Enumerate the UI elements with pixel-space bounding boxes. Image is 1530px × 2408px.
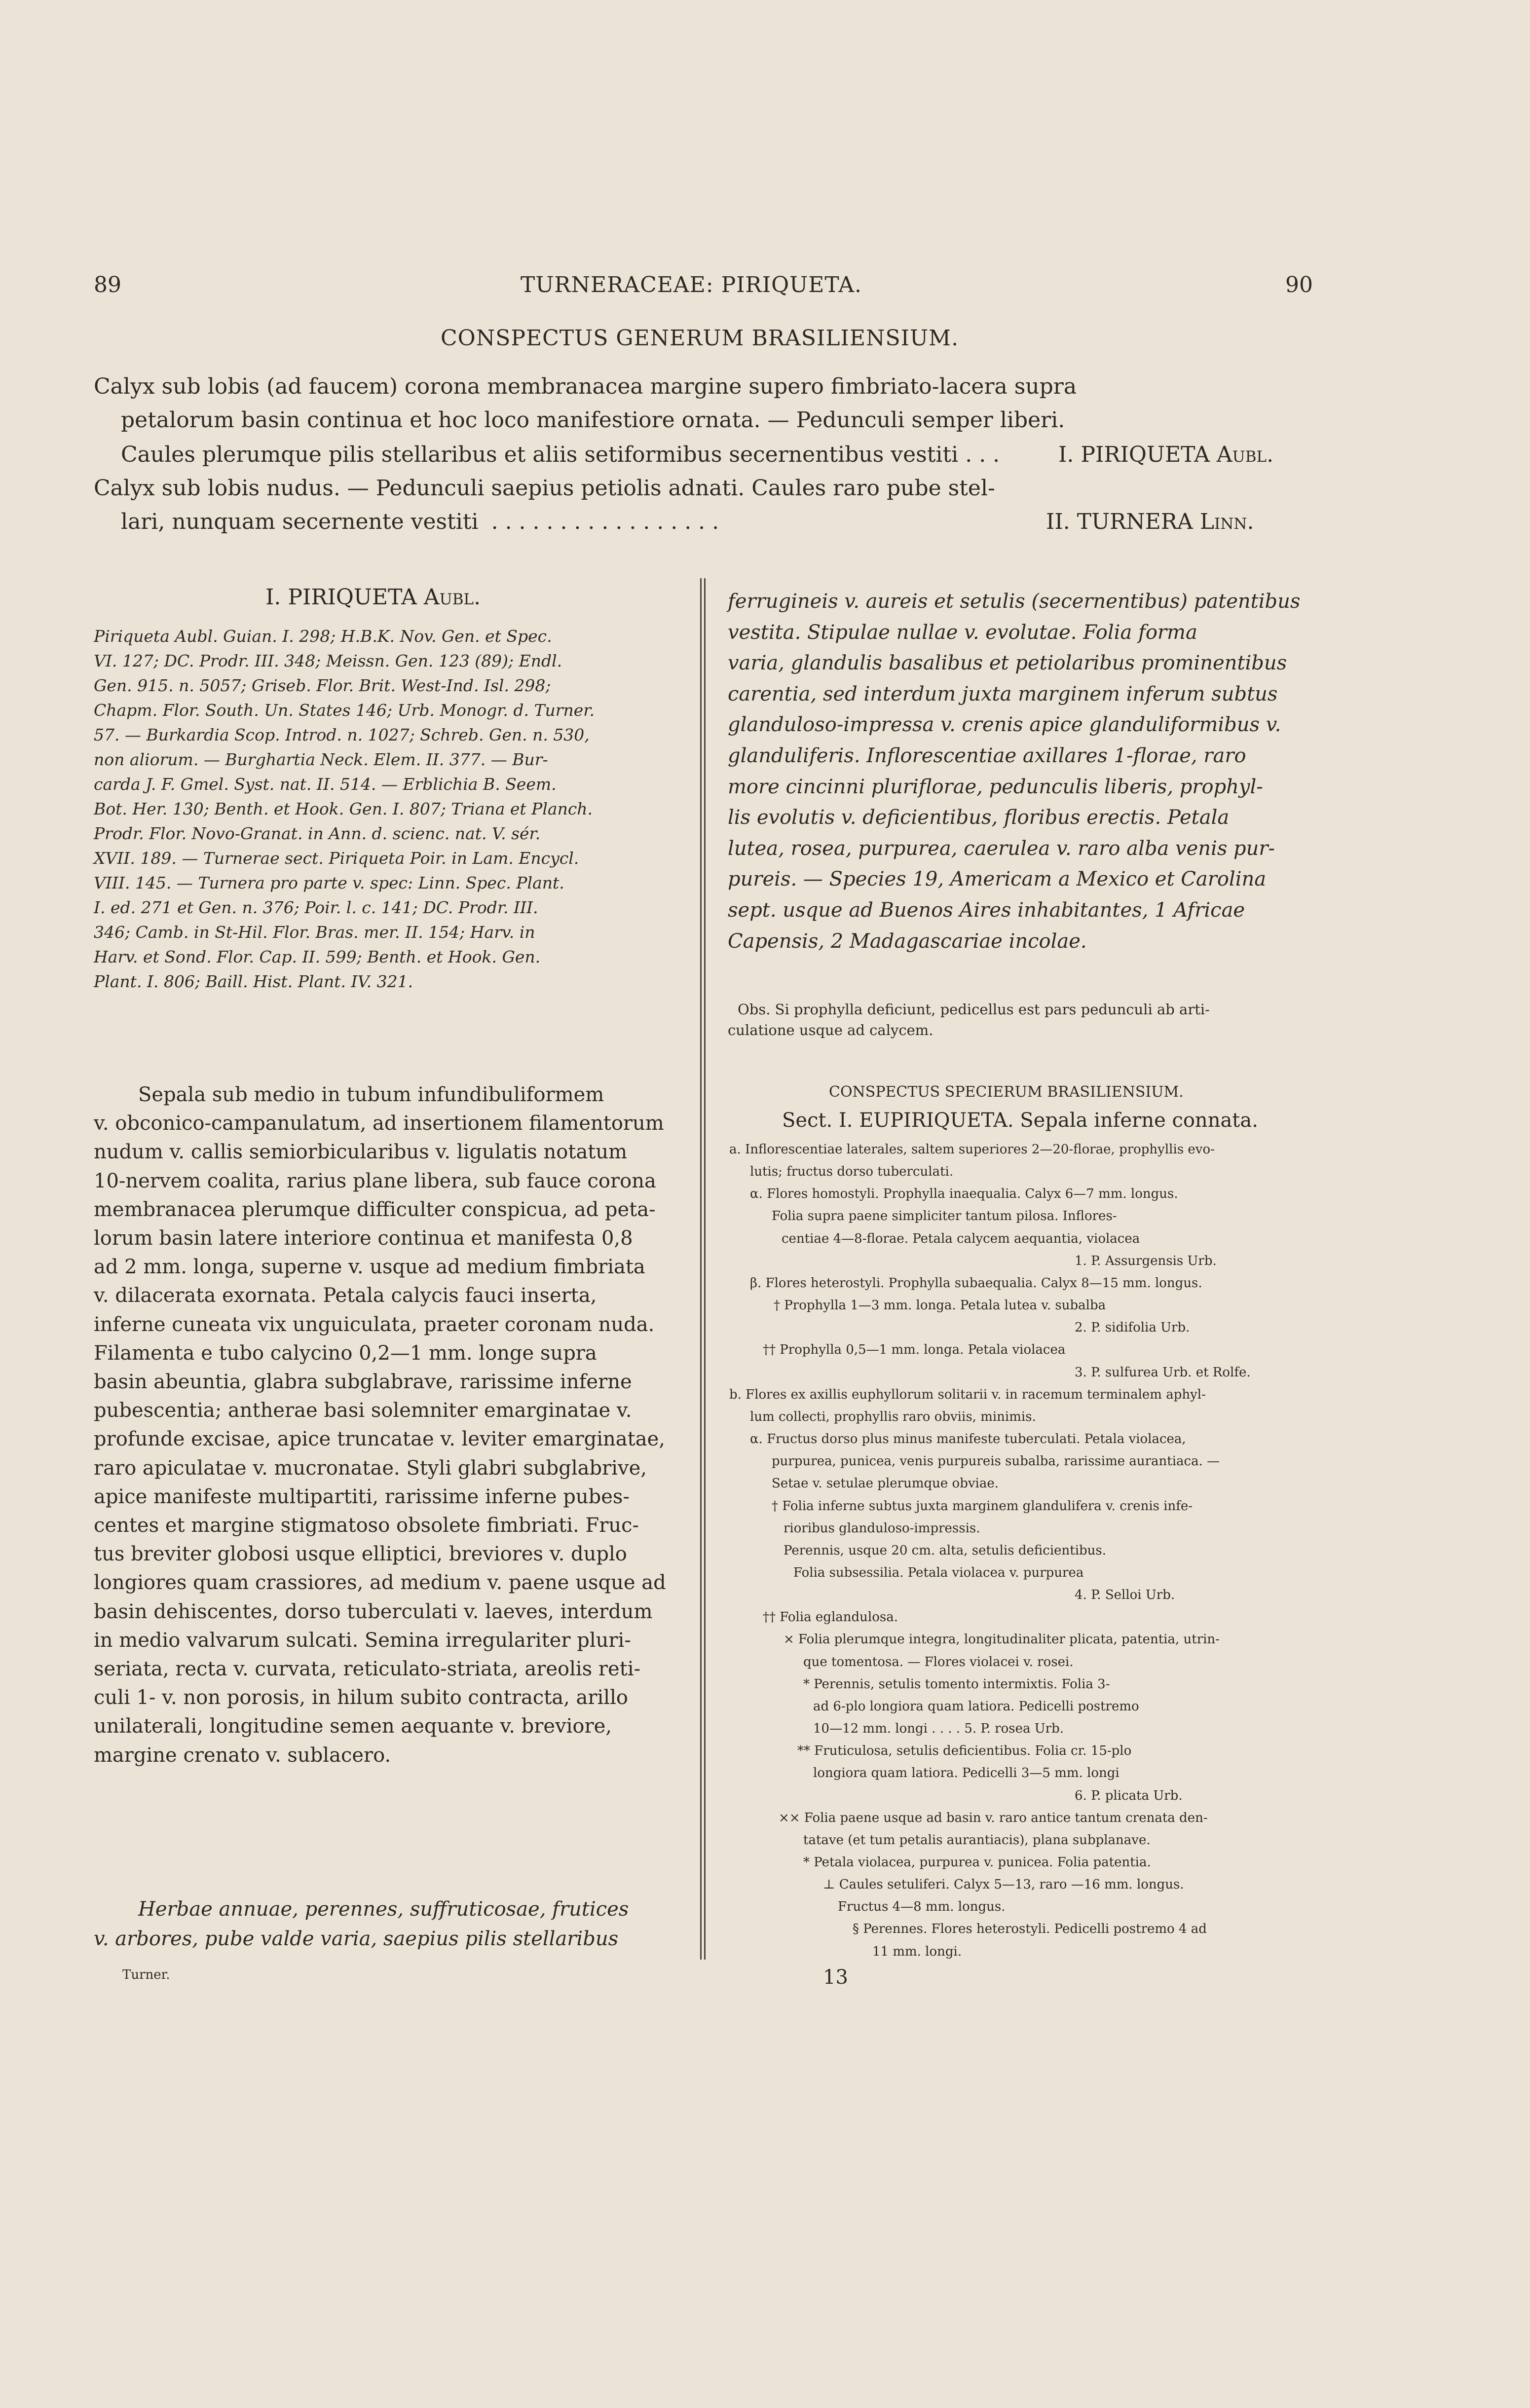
- species-conspectus-heading: CONSPECTUS SPECIERUM BRASILIENSIUM.: [829, 1083, 1184, 1101]
- key-line: α. Flores homostyli. Prophylla inaequalia. Calyx 6—7 mm. longus.: [750, 1186, 1178, 1202]
- key-line: longiora quam latiora. Pedicelli 3—5 mm. longi: [813, 1766, 1120, 1781]
- genus-heading-author: Aubl.: [423, 585, 481, 610]
- key-line: 2. P. sidifolia Urb.: [1075, 1320, 1190, 1335]
- description-line: membranacea plerumque difficulter conspicua, ad peta-: [94, 1198, 656, 1221]
- description-line: margine crenato v. sublacero.: [94, 1743, 391, 1767]
- species-key: [729, 1139, 1321, 1963]
- page-number-right: 90: [1285, 272, 1313, 297]
- genus-1-name: I. PIRIQUETA: [1058, 442, 1210, 467]
- synonymy-line: carda J. F. Gmel. Syst. nat. II. 514. — Erblichia B. Seem.: [94, 775, 557, 794]
- synonymy-line: I. ed. 271 et Gen. n. 376; Poir. l. c. 141; DC. Prodr. III.: [94, 898, 538, 917]
- habit-continued: [728, 586, 1320, 957]
- conspectus-line-3: Caules plerumque pilis stellaribus et aliis setiformibus secernentibus vestiti . . .: [121, 442, 1000, 467]
- description-line: basin abeuntia, glabra subglabrave, rarissime inferne: [94, 1371, 632, 1394]
- running-title: TURNERACEAE: PIRIQUETA.: [521, 272, 862, 297]
- habit-continued-line: pureis. — Species 19, Americam a Mexico et Carolina: [728, 868, 1267, 891]
- description-line: unilaterali, longitudine semen aequante v. breviore,: [94, 1715, 612, 1738]
- key-line: tatave (et tum petalis aurantiacis), plana subplanave.: [803, 1832, 1151, 1848]
- habit-continued-line: ferrugineis v. aureis et setulis (secernentibus) patentibus: [728, 590, 1301, 613]
- key-line: rioribus glanduloso-impressis.: [784, 1520, 980, 1536]
- description-line: tus breviter globosi usque elliptici, breviores v. duplo: [94, 1543, 627, 1566]
- section-heading: Sect. I. EUPIRIQUETA. Sepala inferne connata.: [782, 1109, 1258, 1132]
- obs-note: [728, 999, 1320, 1040]
- key-line: 11 mm. longi.: [872, 1944, 962, 1959]
- description-line: centes et margine stigmatoso obsolete fimbriati. Fruc-: [94, 1514, 639, 1537]
- key-line: b. Flores ex axillis euphyllorum solitarii v. in racemum terminalem aphyl-: [729, 1387, 1206, 1402]
- habit-paragraph: [94, 1894, 681, 1954]
- column-divider-left: [700, 578, 702, 1960]
- synonymy-line: Piriqueta Aubl. Guian. I. 298; H.B.K. Nov. Gen. et Spec.: [94, 627, 552, 646]
- genus-2-author: Linn.: [1199, 509, 1254, 534]
- key-line: que tomentosa. — Flores violacei v. rosei.: [803, 1654, 1074, 1669]
- habit-continued-line: glanduliferis. Inflorescentiae axillares 1-florae, raro: [728, 744, 1246, 767]
- obs-line: Obs. Si prophylla deficiunt, pedicellus est pars pedunculi ab arti-: [738, 1001, 1210, 1018]
- description-line: basin dehiscentes, dorso tuberculati v. laeves, interdum: [94, 1600, 653, 1623]
- synonymy-line: Prodr. Flor. Novo-Granat. in Ann. d. scienc. nat. V. sér.: [94, 824, 541, 843]
- key-line: α. Fructus dorso plus minus manifeste tuberculati. Petala violacea,: [750, 1432, 1186, 1447]
- key-line: ⊥ Caules setuliferi. Calyx 5—13, raro —16 mm. longus.: [823, 1877, 1184, 1892]
- key-line: ad 6-plo longiora quam latiora. Pedicelli postremo: [813, 1699, 1139, 1714]
- key-line: ×× Folia paene usque ad basin v. raro antice tantum crenata den-: [779, 1810, 1208, 1825]
- key-line: 1. P. Assurgensis Urb.: [1075, 1253, 1217, 1268]
- key-line: † Folia inferne subtus juxta marginem glandulifera v. crenis infe-: [772, 1498, 1193, 1514]
- description-line: pubescentia; antherae basi solemniter emarginatae v.: [94, 1399, 632, 1422]
- footer-author-signature: Turner.: [122, 1967, 170, 1982]
- conspectus-line-4: Calyx sub lobis nudus. — Pedunculi saepius petiolis adnati. Caules raro pube stel-: [94, 476, 995, 501]
- description-line: Filamenta e tubo calycino 0,2—1 mm. longe supra: [94, 1341, 597, 1365]
- description-line: ad 2 mm. longa, superne v. usque ad medium fimbriata: [94, 1256, 645, 1279]
- habit-line: v. arbores, pube valde varia, saepius pilis stellaribus: [94, 1927, 619, 1950]
- description-line: longiores quam crassiores, ad medium v. paene usque ad: [94, 1571, 666, 1594]
- habit-continued-line: glanduloso-impressa v. crenis apice glanduliformibus v.: [728, 713, 1281, 737]
- key-line: Perennis, usque 20 cm. alta, setulis deficientibus.: [784, 1543, 1107, 1558]
- genus-1-entry: [1058, 442, 1273, 467]
- conspectus-line-5: [121, 509, 719, 534]
- habit-continued-line: more cincinni pluriflorae, pedunculis liberis, prophyl-: [728, 775, 1263, 798]
- key-line: 10—12 mm. longi . . . . 5. P. rosea Urb.: [813, 1721, 1064, 1737]
- key-line: centiae 4—8-florae. Petala calycem aequantia, violacea: [782, 1231, 1140, 1246]
- conspectus-line-2: petalorum basin continua et hoc loco manifestiore ornata. — Pedunculi semper liberi.: [121, 408, 1065, 433]
- conspectus-line-1: Calyx sub lobis (ad faucem) corona membranacea margine supero fimbriato-lacera supra: [94, 374, 1077, 399]
- key-line: ** Fruticulosa, setulis deficientibus. Folia cr. 15-plo: [797, 1743, 1132, 1759]
- synonymy-block: [94, 624, 681, 994]
- key-line: †† Folia eglandulosa.: [763, 1610, 898, 1625]
- key-line: lum collecti, prophyllis raro obviis, minimis.: [750, 1409, 1036, 1424]
- conspectus-line-5-dots: . . . . . . . . . . . . . . . . .: [491, 509, 719, 534]
- synonymy-line: Bot. Her. 130; Benth. et Hook. Gen. I. 807; Triana et Planch.: [94, 799, 593, 818]
- description-line: seriata, recta v. curvata, reticulato-striata, areolis reti-: [94, 1658, 641, 1681]
- habit-continued-line: lis evolutis v. deficientibus, floribus erectis. Petala: [728, 806, 1230, 829]
- key-line: lutis; fructus dorso tuberculati.: [750, 1164, 954, 1180]
- synonymy-line: Harv. et Sond. Flor. Cap. II. 599; Benth. et Hook. Gen.: [94, 947, 541, 966]
- key-line: β. Flores heterostyli. Prophylla subaequalia. Calyx 8—15 mm. longus.: [750, 1275, 1202, 1291]
- habit-continued-line: sept. usque ad Buenos Aires inhabitantes, 1 Africae: [728, 898, 1245, 922]
- description-line: Sepala sub medio in tubum infundibuliformem: [138, 1083, 604, 1106]
- habit-continued-line: vestita. Stipulae nullae v. evolutae. Folia forma: [728, 621, 1197, 644]
- genus-1-author: Aubl.: [1216, 442, 1274, 467]
- description-line: lorum basin latere interiore continua et manifesta 0,8: [94, 1227, 633, 1250]
- conspectus-generum-heading: CONSPECTUS GENERUM BRASILIENSIUM.: [441, 326, 959, 351]
- key-line: Fructus 4—8 mm. longus.: [838, 1899, 1006, 1915]
- page-number-left: 89: [94, 272, 121, 297]
- genus-2-name: II. TURNERA: [1046, 509, 1193, 534]
- synonymy-line: 346; Camb. in St-Hil. Flor. Bras. mer. II. 154; Harv. in: [94, 923, 535, 942]
- synonymy-line: non aliorum. — Burghartia Neck. Elem. II. 377. — Bur-: [94, 750, 548, 769]
- genus-heading-name: I. PIRIQUETA: [265, 585, 417, 610]
- key-line: × Folia plerumque integra, longitudinaliter plicata, patentia, utrin-: [784, 1632, 1220, 1647]
- synonymy-line: XVII. 189. — Turnerae sect. Piriqueta Poir. in Lam. Encycl.: [94, 849, 579, 868]
- description-line: in medio valvarum sulcati. Semina irregulariter pluri-: [94, 1629, 631, 1652]
- description-line: apice manifeste multipartiti, rarissime inferne pubes-: [94, 1485, 630, 1508]
- description-line: v. obconico-campanulatum, ad insertionem filamentorum: [94, 1112, 664, 1135]
- key-line: †† Prophylla 0,5—1 mm. longa. Petala violacea: [763, 1342, 1066, 1358]
- synonymy-line: VI. 127; DC. Prodr. III. 348; Meissn. Gen. 123 (89); Endl.: [94, 651, 562, 670]
- description-line: 10-nervem coalita, rarius plane libera, sub fauce corona: [94, 1169, 656, 1192]
- key-line: Folia subsessilia. Petala violacea v. purpurea: [793, 1565, 1084, 1580]
- key-line: † Prophylla 1—3 mm. longa. Petala lutea v. subalba: [774, 1298, 1106, 1313]
- description-line: culi 1- v. non porosis, in hilum subito contracta, arillo: [94, 1686, 628, 1709]
- description-line: raro apiculatae v. mucronatae. Styli glabri subglabrive,: [94, 1456, 647, 1480]
- key-line: 3. P. sulfurea Urb. et Rolfe.: [1075, 1365, 1251, 1380]
- key-line: Folia supra paene simpliciter tantum pilosa. Inflores-: [772, 1209, 1117, 1224]
- key-line: § Perennes. Flores heterostyli. Pedicelli postremo 4 ad: [853, 1922, 1207, 1937]
- key-line: 4. P. Selloi Urb.: [1075, 1588, 1175, 1603]
- description-line: v. dilacerata exornata. Petala calycis fauci inserta,: [94, 1284, 597, 1307]
- habit-continued-line: lutea, rosea, purpurea, caerulea v. raro alba venis pur-: [728, 837, 1275, 860]
- key-line: 6. P. plicata Urb.: [1075, 1788, 1183, 1803]
- description-line: nudum v. callis semiorbicularibus v. ligulatis notatum: [94, 1141, 628, 1164]
- genus-description: [94, 1080, 681, 1770]
- key-line: * Perennis, setulis tomento intermixtis. Folia 3-: [803, 1676, 1110, 1692]
- synonymy-line: Gen. 915. n. 5057; Griseb. Flor. Brit. West-Ind. Isl. 298;: [94, 676, 551, 695]
- synonymy-line: 57. — Burkardia Scop. Introd. n. 1027; Schreb. Gen. n. 530,: [94, 725, 590, 744]
- description-line: inferne cuneata vix unguiculata, praeter coronam nuda.: [94, 1313, 655, 1336]
- habit-continued-line: carentia, sed interdum juxta marginem inferum subtus: [728, 682, 1278, 705]
- synonymy-line: Plant. I. 806; Baill. Hist. Plant. IV. 321.: [94, 972, 413, 991]
- signature-mark: 13: [823, 1966, 848, 1989]
- column-divider-right: [704, 578, 706, 1960]
- key-line: * Petala violacea, purpurea v. punicea. Folia patentia.: [803, 1855, 1151, 1870]
- conspectus-line-5-text: lari, nunquam secernente vestiti: [121, 509, 479, 534]
- description-line: profunde excisae, apice truncatae v. leviter emarginatae,: [94, 1428, 665, 1451]
- key-line: a. Inflorescentiae laterales, saltem superiores 2—20-florae, prophyllis evo-: [729, 1142, 1215, 1157]
- obs-line: culatione usque ad calycem.: [728, 1022, 933, 1038]
- synonymy-line: Chapm. Flor. South. Un. States 146; Urb. Monogr. d. Turner.: [94, 701, 595, 720]
- synonymy-line: VIII. 145. — Turnera pro parte v. spec: Linn. Spec. Plant.: [94, 873, 564, 892]
- habit-line: Herbae annuae, perennes, suffruticosae, frutices: [138, 1898, 629, 1921]
- genus-2-entry: [1046, 509, 1254, 534]
- genus-heading: [265, 585, 481, 610]
- key-line: purpurea, punicea, venis purpureis subalba, rarissime aurantiaca. —: [772, 1454, 1220, 1469]
- key-line: Setae v. setulae plerumque obviae.: [772, 1476, 999, 1491]
- habit-continued-line: varia, glandulis basalibus et petiolaribus prominentibus: [728, 652, 1287, 675]
- habit-continued-line: Capensis, 2 Madagascariae incolae.: [728, 929, 1087, 953]
